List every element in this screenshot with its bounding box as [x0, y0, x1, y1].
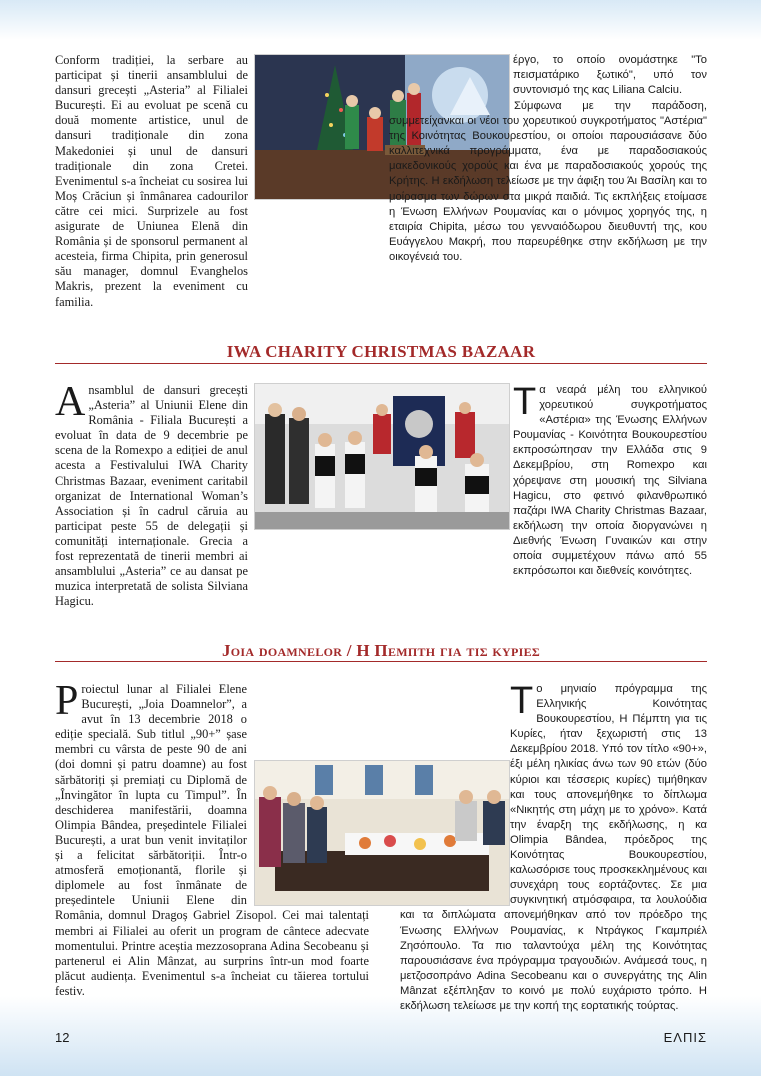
section2-romanian-text — [55, 379, 248, 609]
section2-greek-dropcap: Τ — [513, 381, 537, 423]
page-number: 12 — [55, 1030, 70, 1045]
section3-rule — [55, 661, 707, 662]
section1-romanian-text: Conform tradiției, la serbare au participat și tinerii ansamblului de dansuri grecești „Asteria” al Filialei București. Ei au evoluat pe scenă cu două momente artistice, unul de dansuri tradiționale din zona Makedoniei și unul de dansuri tradiționale din zona Cretei. Evenimentul s-a încheiat cu sosirea lui Moș Crăciun și înmânarea cadourilor către cei mici. Surprizele au fost asigurate de Uniunea Elenă din România și de sponsorul permanent al acesteia, firma Chipita, prin generosul său manager, domnul Evanghelos Makris, prezent la eveniment cu familia. — [55, 53, 248, 309]
section3-romanian-text — [55, 678, 369, 1016]
section2-heading: IWA CHARITY CHRISTMAS BAZAAR — [226, 342, 536, 361]
section3-heading: Joia doamnelor / Η Πεμπτη για τις κυριες — [221, 641, 541, 660]
section3-greek-text — [400, 682, 707, 1022]
magazine-name: ΕΛΠΙΣ — [663, 1030, 707, 1045]
section1-greek-intro: έργο, το οποίο ονομάστηκε "Το πεισματάρικο ξωτικό", υπό τον συντονισμό της κας Liliana Calciu. — [513, 54, 707, 97]
section2-rule — [55, 363, 707, 364]
section3-romanian-body: roiectul lunar al Filialei Elene București, „Joia Doamnelor”, a avut în 13 decembrie 2018 o ediție specială. Sub titlul „90+” șase membri cu vârsta de peste 90 de ani (doi domni și patru doamne) au fost sărbătoriți și premiați cu Diplomă de „Învingător în lupta cu Timpul”. În deschiderea manifestării, doamna Olimpia Bândea, președintele Filialei București, a urat bun venit invitaților și a felicitat sărbătoriții. Într-o atmosferă emoționantă, florile și diplomele au fost înmânate de președintele Uniunii Elene din România, domnul Dragoș Gabriel Zisopol. Cei mai talentați membri ai Filialei au oferit un program de cântece adecvate momentului. Printre aceștia mezzosoprana Adina Secobeanu și partenerul ei Alin Mânzat, au surprins într-un mod foarte plăcut audiența. Evenimentul s-a încheiat cu tăierea tortului festiv. — [55, 682, 369, 998]
section3-romanian-dropcap: P — [55, 678, 79, 724]
page-top-band — [0, 0, 761, 40]
section2-romanian-body: nsamblul de dansuri grecești „Asteria” al Uniunii Elene din România - Filiala București a evoluat în data de 9 decembrie pe scena de la Romexpo a ediției de anul acesta a Festivalului IWA Charity Christmas Bazaar, eveniment caritabil organizat de International Woman’s Association și în cadrul căruia au participat peste 55 de delegații și comunități internaționale. Grecia a fost reprezentată de tinerii membri ai ansamblului „Asteria” ce au dansat pe muzica interpretată de solista Silviana Hagicu. — [55, 383, 248, 609]
section3-greek-dropcap: Τ — [510, 680, 534, 722]
section1-greek-text: Σύμφωνα με την παράδοση, συμμετείχανκαι οι νέοι του χορευτικού συγκροτήματος "Αστέρια" της Κοινότητας Βουκουρεστίου, οι οποίοι παρουσιάσανε δύο καλλιτεχνικά προγράμματα, ένα με παραδοσιακούς μακεδονικούς χορούς και ένα με παραδοσιακούς χορούς της Κρήτης. Η εκδήλωση τελείωσε με την άφιξη του Άι Βασίλη και το μοίρασμα των δώρων στα μικρά παιδιά. Τις εκπλήξεις ετοίμασε η Ένωση Ελλήνων Ρουμανίας και ο μόνιμος χορηγός της, η εταιρία Chipita, μέσω του γενναιόδωρου διευθυντή της, κου Ευάγγελου Μακρή, που παρευρέθηκε στην εκδήλωση με την οικογένειά του. — [389, 100, 707, 263]
section2-greek-body: α νεαρά μέλη του ελληνικού χορευτικού συγκροτήματος «Αστέρια» της Ένωσης Ελλήνων Ρουμανίας - Κοινότητα Βουκουρεστίου εκπροσώπησαν την Ελλάδα στις 9 Δεκεμβρίου, στη Romexpo και χόρεψανε στη μουσική της Silviana Hagicu, στο φετινό φιλανθρωπικό παζάρι IWA Charity Christmas Bazaar, εκδήλωση την οποία διοργανώνει η Διεθνής Ένωση Γυναικών και στην οποία συμμετέχουν πάνω από 55 εκπρόσωποι και διεθνείς κοινότητες. — [513, 384, 707, 578]
section2-romanian-dropcap: A — [55, 379, 86, 425]
section3-greek-body: ο μηνιαίο πρόγραμμα της Ελληνικής Κοινότητας Βουκουρεστίου, Η Πέμπτη για τις Κυρίες, ήταν ξεχωριστή στις 13 Δεκεμβρίου 2018. Υπό τον τίτλο «90+», έξι μέλη ηλικίας άνω των 90 ετών (δύο κύριοι και τέσσερις κυρίες) τιμήθηκαν και τους απονεμήθηκε το δίπλωμα «Νικητής στη μάχη με το χρόνο». Κατά την έναρξη της εκδήλωσης, η κα Olimpia Bândea, πρόεδρος της Κοινότητας Βουκουρεστίου, καλωσόρισε τους προσκεκλημένους και συνεχάρη τους εορτάζοντες. Σε μια συγκινητική ατμόσφαιρα, τα λουλούδια και τα διπλώματα απονεμήθηκαν από τον πρόεδρο της Ένωσης Ελλήνων Ρουμανίας, κ Ντράγκος Γκαμπριέλ Ζησόπουλο. Τα πιο ταλαντούχα μέλη της Κοινότητας παρουσιάσανε ένα πρόγραμμα τραγουδιών. Ανάμεσά τους, η μετζοσοπράνο Adina Secobeanu και ο συνεργάτης της Alin Mânzat εξέπληξαν το κοινό με πολύ ευχάριστο τρόπο. Η εκδήλωση τελείωσε με την κοπή της εορτατικής τούρτας. — [400, 683, 707, 1012]
iwa-bazaar-photo — [254, 383, 510, 530]
section2-greek-text — [513, 383, 707, 579]
